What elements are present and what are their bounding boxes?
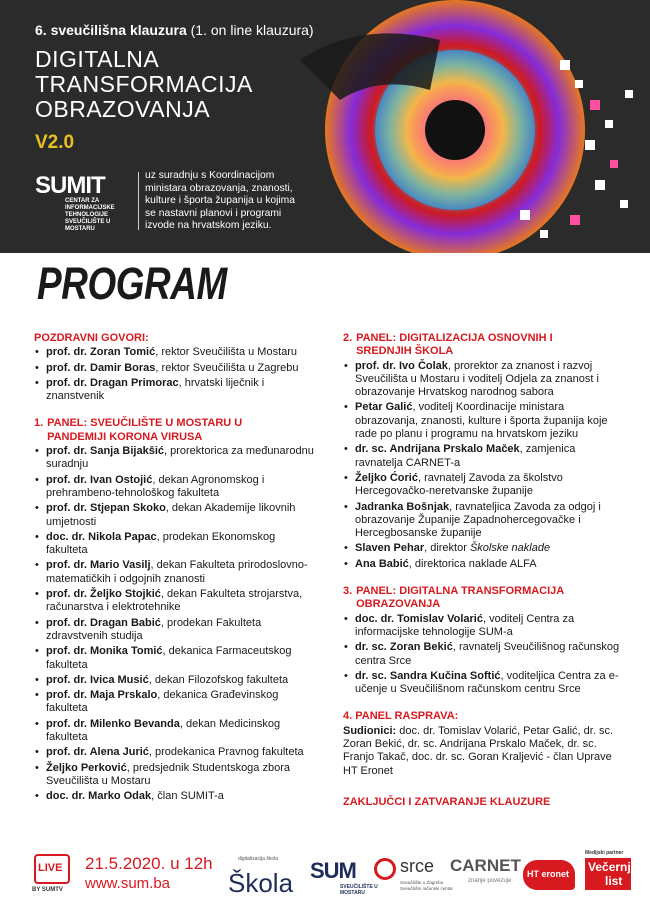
- panel3-heading: 3. PANEL: DIGITALNA TRANSFORMACIJA OBRAZOVANJA: [343, 585, 564, 611]
- footer: [0, 840, 650, 919]
- list-item: • Jadranka Bošnjak, ravnateljica Zavoda za odgoj i obrazovanje Županije Zapadnohercegovačke i Hercegbosanske županije: [343, 501, 626, 541]
- panel1-heading: 1. PANEL: SVEUČILIŠTE U MOSTARU U PANDEMIJI KORONA VIRUSA: [34, 417, 243, 443]
- list-item: • prof. dr. Maja Prskalo, dekanica Građevinskog fakulteta: [34, 689, 319, 716]
- list-item: • prof. dr. Ivo Čolak, prorektor za znanost i razvoj Sveučilišta u Mostaru i voditelj Odjela za znanost i obrazovanje Hrvatskog narodnog sabora: [343, 360, 626, 400]
- list-item: • dr. sc. Andrijana Prskalo Maček, zamjenica ravnatelja CARNET-a: [343, 443, 626, 470]
- list-item: • Ana Babić, direktorica naklade ALFA: [343, 558, 626, 571]
- greetings-heading: POZDRAVNI GOVORI:: [34, 332, 149, 344]
- vecernji-list-logo: Medijski partner Večernji list: [585, 850, 635, 888]
- list-item: • Željko Ćorić, ravnatelj Zavoda za školstvo Hercegovačko-neretvanske županije: [343, 472, 626, 499]
- closing-heading: ZAKLJUČCI I ZATVARANJE KLAUZURE: [343, 795, 551, 808]
- list-item: • dr. sc. Zoran Bekić, ravnatelj Sveučilišnog računskog centra Srce: [343, 641, 626, 668]
- list-item: • prof. dr. Damir Boras, rektor Sveučilišta u Zagrebu: [34, 362, 319, 375]
- hteronet-logo: HT eronet: [523, 860, 575, 890]
- panel1-list: [34, 445, 319, 803]
- panel2-heading: 2. PANEL: DIGITALIZACIJA OSNOVNIH I SREDNJIH ŠKOLA: [343, 332, 553, 358]
- event-date: 21.5.2020. u 12h www.sum.ba: [85, 854, 213, 892]
- skola-logo: digitalizacija škola Škola: [228, 856, 294, 898]
- panel3-list: [343, 613, 626, 697]
- cooperation-note: uz suradnju s Koordinacijom ministara obrazovanja, znanosti, kulture i športa županija u kojima se nastavni planovi i programi izvode na hrvatskom jeziku.: [145, 170, 295, 231]
- list-item: • prof. dr. Ivica Musić, dekan Filozofskog fakulteta: [34, 674, 319, 687]
- panel4-heading: 4. PANEL RASPRAVA:: [343, 710, 459, 723]
- list-item: • prof. dr. Zoran Tomić, rektor Sveučilišta u Mostaru: [34, 346, 319, 359]
- program-title: PROGRAM: [37, 258, 227, 309]
- panel2-list: [343, 360, 626, 571]
- sum-logo: SUM SVEUČILIŠTE U MOSTARU: [310, 858, 378, 896]
- list-item: • prof. dr. Alena Jurić, prodekanica Pravnog fakulteta: [34, 746, 319, 759]
- srce-logo: srce Sveučilište u Zagrebu Sveučilišni računski centar: [374, 854, 449, 900]
- greetings-list: [34, 346, 319, 403]
- live-badge[interactable]: LIVE BY SUMTV: [32, 854, 72, 900]
- list-item: • prof. dr. Milenko Bevanda, dekan Medicinskog fakulteta: [34, 718, 319, 745]
- header-divider: [138, 172, 139, 230]
- program-column-right: [343, 332, 626, 809]
- list-item: • prof. dr. Sanja Bijakšić, prorektorica za međunarodnu suradnju: [34, 445, 319, 472]
- website-link[interactable]: www.sum.ba: [85, 875, 171, 892]
- version-label: V2.0: [35, 132, 75, 153]
- list-item: • prof. dr. Dragan Primorac, hrvatski liječnik i znanstvenik: [34, 377, 319, 404]
- list-item: • prof. dr. Stjepan Skoko, dekan Akademije likovnih umjetnosti: [34, 502, 319, 529]
- panel4-participants: Sudionici: doc. dr. Tomislav Volarić, Petar Galić, dr. sc. Zoran Bekić, dr. sc. Andrijana Prskalo Maček, dr. sc. Franjo Takač, doc. dr. sc. Goran Kraljević - član Uprave HT Eronet: [343, 724, 613, 777]
- list-item: • prof. dr. Dragan Babić, prodekan Fakulteta zdravstvenih studija: [34, 617, 319, 644]
- header-banner: [0, 0, 650, 253]
- list-item: • Željko Perković, predsjednik Studentskoga zbora Sveučilišta u Mostaru: [34, 762, 319, 789]
- list-item: • prof. dr. Mario Vasilj, dekan Fakulteta prirodoslovno-matematičkih i odgojnih znanosti: [34, 559, 319, 586]
- list-item: • doc. dr. Tomislav Volarić, voditelj Centra za informacijske tehnologije SUM-a: [343, 613, 626, 640]
- list-item: • Petar Galić, voditelj Koordinacije ministara obrazovanja, znanosti, kulture i športa županija koje rade po planu i programu na hrvatskom jeziku: [343, 401, 626, 441]
- event-subtitle: 6. sveučilišna klauzura (1. on line klauzura): [35, 22, 314, 38]
- list-item: • Slaven Pehar, direktor Školske naklade: [343, 542, 626, 555]
- list-item: • prof. dr. Željko Stojkić, dekan Fakulteta strojarstva, računarstva i elektrotehnike: [34, 588, 319, 615]
- list-item: • dr. sc. Sandra Kučina Softić, voditeljica Centra za e-učenje u Sveučilišnom računskom centru Srce: [343, 670, 626, 697]
- program-column-left: [34, 332, 319, 806]
- list-item: • doc. dr. Marko Odak, član SUMIT-a: [34, 790, 319, 803]
- event-title: DIGITALNA TRANSFORMACIJA OBRAZOVANJA: [35, 46, 253, 122]
- sumit-logo: SUMIT CENTAR ZA INFORMACIJSKE TEHNOLOGIJE SVEUČILIŠTE U MOSTARU: [35, 172, 115, 232]
- carnet-logo: CARNET znanje povezuje: [450, 856, 521, 884]
- list-item: • prof. dr. Monika Tomić, dekanica Farmaceutskog fakulteta: [34, 645, 319, 672]
- list-item: • doc. dr. Nikola Papac, prodekan Ekonomskog fakulteta: [34, 531, 319, 558]
- list-item: • prof. dr. Ivan Ostojić, dekan Agronomskog i prehrambeno-tehnološkog fakulteta: [34, 474, 319, 501]
